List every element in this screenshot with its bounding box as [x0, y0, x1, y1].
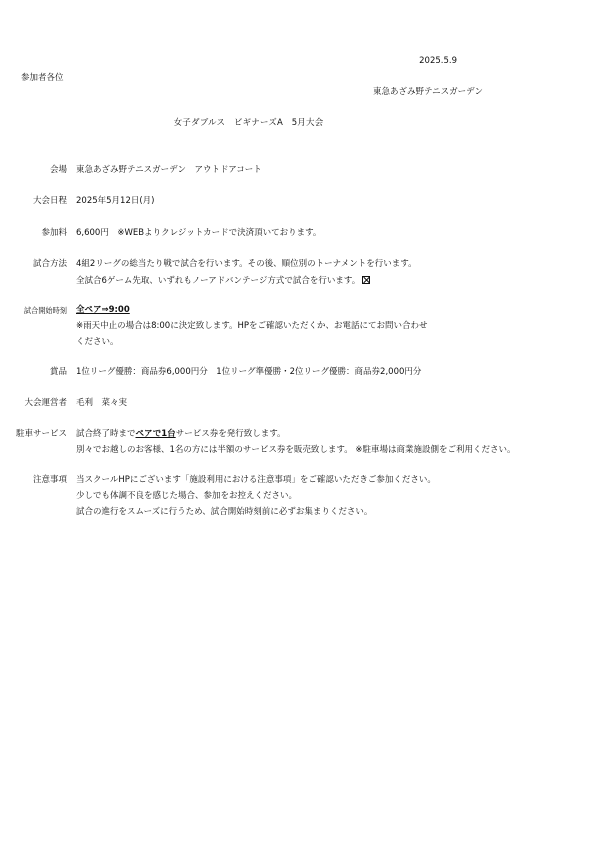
- format-line-2-text: 全試合6ゲーム先取、いずれもノーアドバンテージ方式で試合を行います。: [76, 276, 361, 286]
- notes-line-2: 少しでも体調不良を感じた場合、参加をお控えください。: [76, 491, 298, 501]
- fee-text: 6,600円 ※WEBよりクレジットカードで決済頂いております。: [76, 228, 322, 238]
- organizer-name: 東急あざみ野テニスガーデン: [373, 87, 483, 97]
- venue-label: 会場: [49, 165, 67, 175]
- notes-line-1: 当スクールHPにございます「施設利用における注意事項」をご確認いただきご参加ください。: [76, 475, 436, 485]
- prizes-text: 1位リーグ優勝：商品券6,000円分 1位リーグ準優勝・2位リーグ優勝：商品券2,000円分: [76, 367, 422, 377]
- parking-content: [76, 430, 516, 462]
- notes-content: [76, 476, 436, 524]
- parking-line-1-emphasis: ペアで1台: [135, 429, 176, 439]
- start-time-value: 全ペア⇒9:00: [76, 305, 130, 315]
- format-line-1: 4組2リーグの総当たり戦で試合を行います。その後、順位別のトーナメントを行います。: [76, 259, 417, 269]
- parking-line-2: 別々でお越しのお客様、1名の方には半額のサービス券を販売致します。 ※駐車場は商業施設側をご利用ください。: [76, 445, 516, 455]
- issue-date: 2025.5.9: [419, 56, 457, 66]
- manager-name: 毛利 菜々実: [76, 398, 128, 408]
- format-label: 試合方法: [32, 259, 67, 269]
- parking-label: 駐車サービス: [15, 429, 67, 439]
- manager-label: 大会運営者: [24, 398, 67, 408]
- format-content: [76, 260, 417, 292]
- start-time-content: [76, 306, 428, 354]
- notes-line-3: 試合の進行をスムーズに行うため、試合開始時刻前に必ずお集まりください。: [76, 507, 373, 517]
- fee-label: 参加料: [41, 228, 67, 238]
- start-time-label: 試合開始時刻: [23, 306, 67, 315]
- parking-line-1-post: サービス券を発行致します。: [175, 429, 286, 439]
- parking-line-1: [76, 430, 516, 446]
- event-date-text: 2025年5月12日(月): [76, 196, 155, 206]
- rain-note-line-2: ください。: [76, 337, 119, 347]
- document-title: 女子ダブルス ビギナーズA 5月大会: [173, 118, 324, 128]
- parking-line-1-pre: 試合終了時まで: [76, 429, 136, 439]
- recipient: 参加者各位: [21, 73, 64, 83]
- missing-glyph-icon: [362, 276, 370, 284]
- event-date-label: 大会日程: [32, 196, 67, 206]
- format-line-2: [76, 276, 417, 292]
- notes-label: 注意事項: [32, 475, 67, 485]
- rain-note-line-1: ※雨天中止の場合は8:00に決定致します。HPをご確認いただくか、お電話にてお問い合わせ: [76, 321, 428, 331]
- venue-text: 東急あざみ野テニスガーデン アウトドアコート: [76, 165, 262, 175]
- prizes-label: 賞品: [49, 367, 67, 377]
